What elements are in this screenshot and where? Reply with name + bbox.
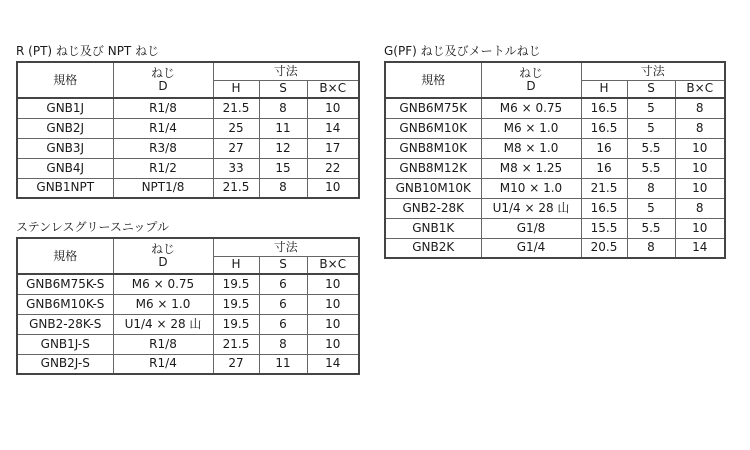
cell-s: 6	[259, 314, 307, 334]
cell-h: 27	[213, 354, 259, 374]
cell-thread: U1/4 × 28 山	[113, 314, 213, 334]
cell-model: GNB8M10K	[385, 138, 481, 158]
cell-s: 8	[259, 178, 307, 198]
cell-s: 5.5	[627, 138, 675, 158]
cell-s: 5	[627, 118, 675, 138]
cell-bc: 10	[675, 178, 725, 198]
table-row	[17, 138, 359, 158]
header-bc: B×C	[307, 80, 359, 98]
cell-h: 15.5	[581, 218, 627, 238]
cell-model: GNB1J-S	[17, 334, 113, 354]
cell-model: GNB1J	[17, 98, 113, 118]
cell-s: 15	[259, 158, 307, 178]
cell-thread: G1/8	[481, 218, 581, 238]
header-thread	[481, 62, 581, 98]
cell-h: 20.5	[581, 238, 627, 258]
cell-s: 8	[627, 238, 675, 258]
cell-thread: R1/2	[113, 158, 213, 178]
cell-thread: M8 × 1.0	[481, 138, 581, 158]
header-h: H	[213, 256, 259, 274]
g-pf-metric-section	[384, 44, 726, 259]
cell-s: 5	[627, 98, 675, 118]
cell-h: 21.5	[581, 178, 627, 198]
cell-model: GNB6M75K-S	[17, 274, 113, 294]
header-dimensions: 寸法	[581, 62, 725, 80]
cell-s: 11	[259, 118, 307, 138]
cell-model: GNB1NPT	[17, 178, 113, 198]
cell-h: 21.5	[213, 98, 259, 118]
cell-bc: 10	[307, 98, 359, 118]
g-pf-metric-title: G(PF) ねじ及びメートルねじ	[384, 44, 541, 58]
table-row	[385, 218, 725, 238]
cell-s: 5.5	[627, 158, 675, 178]
cell-h: 16.5	[581, 98, 627, 118]
cell-bc: 8	[675, 198, 725, 218]
header-dimensions: 寸法	[213, 62, 359, 80]
cell-bc: 8	[675, 98, 725, 118]
table-row	[385, 118, 725, 138]
table-row	[17, 334, 359, 354]
header-thread	[113, 238, 213, 274]
table-row	[17, 314, 359, 334]
cell-thread: M6 × 0.75	[481, 98, 581, 118]
cell-bc: 22	[307, 158, 359, 178]
cell-thread: R1/4	[113, 118, 213, 138]
cell-h: 19.5	[213, 274, 259, 294]
header-model: 規格	[385, 62, 481, 98]
stainless-title: ステンレスグリースニップル	[16, 220, 169, 234]
cell-model: GNB8M12K	[385, 158, 481, 178]
header-thread-label: ねじ	[150, 242, 175, 256]
header-thread	[113, 62, 213, 98]
r-pt-npt-table	[16, 61, 360, 199]
header-thread-d: D	[158, 255, 168, 269]
cell-bc: 17	[307, 138, 359, 158]
cell-h: 25	[213, 118, 259, 138]
table-row	[385, 158, 725, 178]
cell-thread: NPT1/8	[113, 178, 213, 198]
table-row	[385, 178, 725, 198]
cell-model: GNB3J	[17, 138, 113, 158]
cell-thread: M8 × 1.25	[481, 158, 581, 178]
header-s: S	[259, 256, 307, 274]
cell-thread: M6 × 1.0	[113, 294, 213, 314]
header-thread-d: D	[158, 79, 168, 93]
cell-thread: R1/4	[113, 354, 213, 374]
cell-h: 33	[213, 158, 259, 178]
cell-model: GNB1K	[385, 218, 481, 238]
cell-s: 12	[259, 138, 307, 158]
header-dimensions: 寸法	[213, 238, 359, 256]
cell-s: 8	[259, 334, 307, 354]
cell-h: 19.5	[213, 294, 259, 314]
cell-thread: M10 × 1.0	[481, 178, 581, 198]
cell-bc: 10	[307, 314, 359, 334]
cell-thread: G1/4	[481, 238, 581, 258]
cell-bc: 10	[307, 294, 359, 314]
g-pf-metric-table	[384, 61, 726, 259]
table-row	[385, 198, 725, 218]
cell-bc: 10	[307, 334, 359, 354]
cell-model: GNB2J	[17, 118, 113, 138]
cell-s: 5	[627, 198, 675, 218]
cell-model: GNB6M75K	[385, 98, 481, 118]
cell-s: 5.5	[627, 218, 675, 238]
header-s: S	[259, 80, 307, 98]
cell-bc: 10	[307, 274, 359, 294]
cell-thread: R1/8	[113, 98, 213, 118]
cell-thread: R1/8	[113, 334, 213, 354]
cell-s: 11	[259, 354, 307, 374]
cell-model: GNB2J-S	[17, 354, 113, 374]
cell-bc: 10	[675, 218, 725, 238]
table-row	[385, 238, 725, 258]
table-row	[17, 158, 359, 178]
table-row	[17, 274, 359, 294]
cell-h: 21.5	[213, 334, 259, 354]
cell-model: GNB6M10K-S	[17, 294, 113, 314]
cell-h: 19.5	[213, 314, 259, 334]
cell-model: GNB4J	[17, 158, 113, 178]
cell-h: 21.5	[213, 178, 259, 198]
header-h: H	[213, 80, 259, 98]
table-row	[17, 118, 359, 138]
table-row	[385, 98, 725, 118]
cell-model: GNB6M10K	[385, 118, 481, 138]
cell-h: 16	[581, 158, 627, 178]
header-thread-label: ねじ	[518, 66, 543, 80]
header-s: S	[627, 80, 675, 98]
cell-model: GNB10M10K	[385, 178, 481, 198]
cell-bc: 10	[675, 138, 725, 158]
stainless-section	[16, 220, 360, 375]
header-h: H	[581, 80, 627, 98]
cell-h: 27	[213, 138, 259, 158]
table-row	[17, 294, 359, 314]
cell-thread: M6 × 0.75	[113, 274, 213, 294]
cell-h: 16	[581, 138, 627, 158]
header-bc: B×C	[307, 256, 359, 274]
cell-thread: M6 × 1.0	[481, 118, 581, 138]
cell-model: GNB2K	[385, 238, 481, 258]
table-row	[17, 178, 359, 198]
table-row	[17, 354, 359, 374]
cell-thread: R3/8	[113, 138, 213, 158]
cell-bc: 14	[675, 238, 725, 258]
stainless-table	[16, 237, 360, 375]
cell-s: 6	[259, 274, 307, 294]
r-pt-npt-title: R (PT) ねじ及び NPT ねじ	[16, 44, 160, 58]
cell-thread: U1/4 × 28 山	[481, 198, 581, 218]
header-thread-label: ねじ	[150, 66, 175, 80]
header-model: 規格	[17, 62, 113, 98]
cell-s: 8	[627, 178, 675, 198]
cell-bc: 8	[675, 118, 725, 138]
cell-model: GNB2-28K-S	[17, 314, 113, 334]
cell-bc: 14	[307, 118, 359, 138]
header-bc: B×C	[675, 80, 725, 98]
cell-h: 16.5	[581, 118, 627, 138]
header-model: 規格	[17, 238, 113, 274]
header-thread-d: D	[526, 79, 536, 93]
r-pt-npt-section	[16, 44, 360, 199]
cell-bc: 14	[307, 354, 359, 374]
cell-bc: 10	[675, 158, 725, 178]
cell-model: GNB2-28K	[385, 198, 481, 218]
table-row	[17, 98, 359, 118]
cell-s: 8	[259, 98, 307, 118]
cell-s: 6	[259, 294, 307, 314]
cell-h: 16.5	[581, 198, 627, 218]
table-row	[385, 138, 725, 158]
cell-bc: 10	[307, 178, 359, 198]
